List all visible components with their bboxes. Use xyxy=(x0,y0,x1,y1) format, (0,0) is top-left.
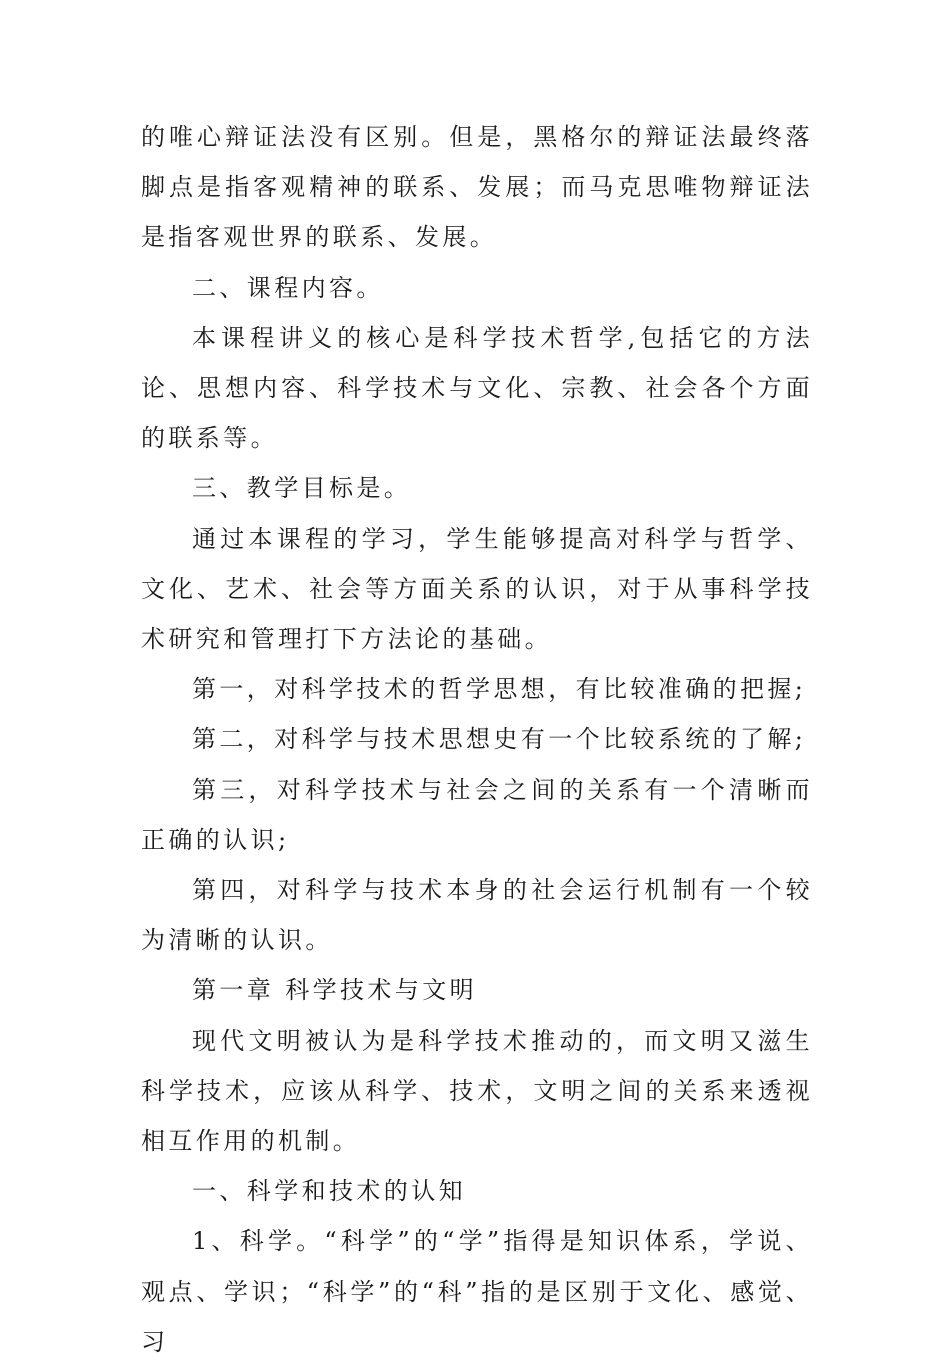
chapter-heading: 第一章 科学技术与文明 xyxy=(192,976,478,1005)
paragraph: 现代文明被认为是科学技术推动的，而文明又滋生科学技术，应该从科学、技术，文明之间的关系来透视相互作用的机制。 xyxy=(141,1026,813,1156)
section-heading: 二、课程内容。 xyxy=(192,273,384,302)
section-heading: 一、科学和技术的认知 xyxy=(192,1177,466,1206)
paragraph: 的唯心辩证法没有区别。但是，黑格尔的辩证法最终落脚点是指客观精神的联系、发展；而马克思唯物辩证法是指客观世界的联系、发展。 xyxy=(141,123,813,252)
paragraph: 通过本课程的学习，学生能够提高对科学与哲学、文化、艺术、社会等方面关系的认识，对于从事科学技术研究和管理打下方法论的基础。 xyxy=(141,524,813,654)
list-item: 第一，对科学技术的哲学思想，有比较准确的把握; xyxy=(192,675,807,704)
list-item: 第二，对科学与技术思想史有一个比较系统的了解; xyxy=(192,725,807,754)
list-item: 第三，对科学技术与社会之间的关系有一个清晰而正确的认识; xyxy=(141,775,813,854)
document-body xyxy=(141,112,813,1367)
paragraph: 1、科学。“科学”的“学”指得是知识体系，学说、观点、学识；“科学”的“科”指的是区别于文化、感觉、习 xyxy=(141,1227,813,1356)
list-item: 第四，对科学与技术本身的社会运行机制有一个较为清晰的认识。 xyxy=(141,876,813,955)
paragraph: 本课程讲义的核心是科学技术哲学,包括它的方法论、思想内容、科学技术与文化、宗教、社会各个方面的联系等。 xyxy=(141,323,813,453)
section-heading: 三、教学目标是。 xyxy=(192,474,412,503)
